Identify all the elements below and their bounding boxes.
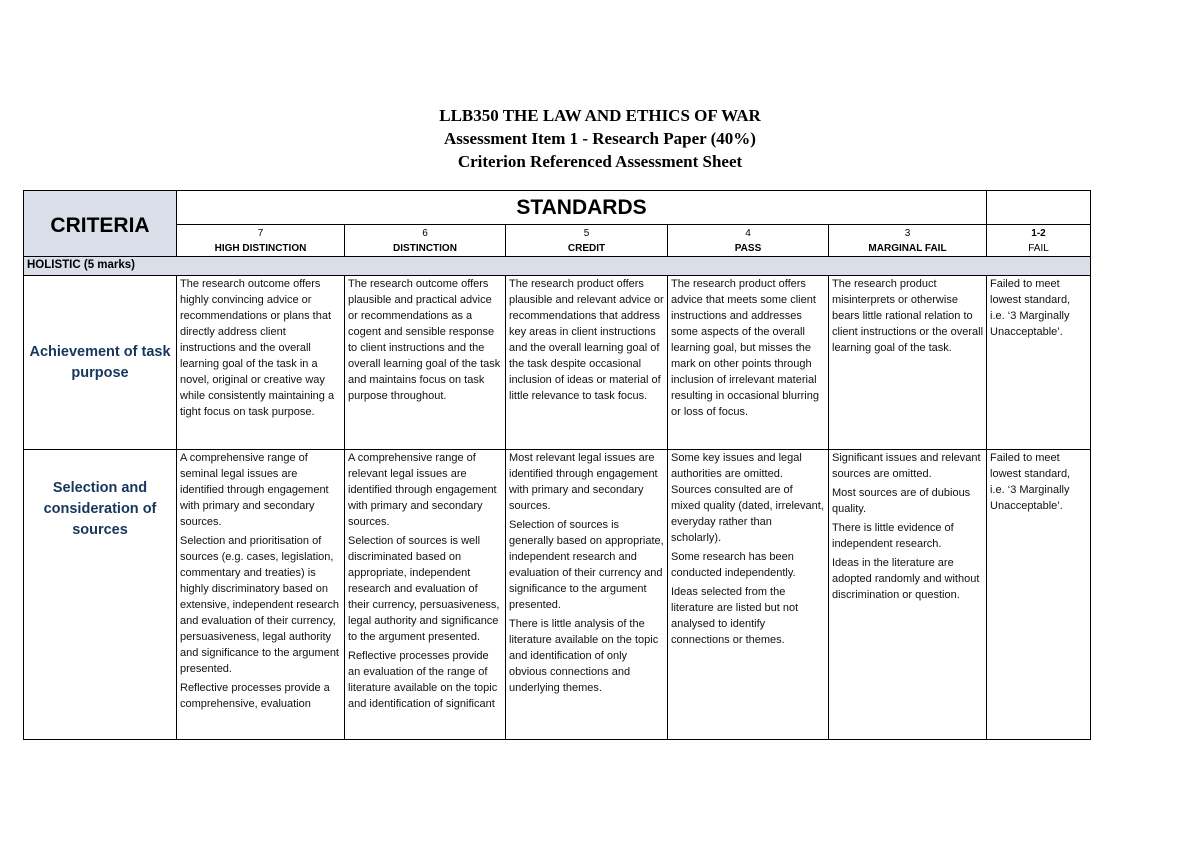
grade-number: 3 — [904, 228, 911, 239]
grade-number: 7 — [257, 228, 264, 239]
descriptor-text: Significant issues and relevant sources are omitted. — [832, 452, 981, 480]
descriptor-text: Selection of sources is generally based on appropriate, independent research and evaluation of their currency and significance to the argument presented. — [509, 519, 664, 611]
grade-number: 5 — [583, 228, 590, 239]
descriptor-text: Reflective processes provide an evaluation of the range of literature available on the topic and identification of significant — [348, 650, 498, 710]
title-line-sheet: Criterion Referenced Assessment Sheet — [457, 152, 743, 171]
title-line-course: LLB350 THE LAW AND ETHICS OF WAR — [439, 106, 761, 125]
descriptor-text: There is little evidence of independent research. — [832, 522, 954, 550]
grade-header-3 — [829, 225, 987, 257]
table-row — [24, 276, 1091, 450]
descriptor-text: Reflective processes provide a comprehensive, evaluation — [180, 682, 330, 710]
descriptor-text: A comprehensive range of relevant legal issues are identified through engagement with primary and secondary sources. — [348, 452, 497, 528]
descriptor-text: The research product misinterprets or otherwise bears little rational relation to client instructions or the overall learning goal of the task. — [832, 278, 984, 354]
descriptor-text: Failed to meet lowest standard, i.e. ‘3 Marginally Unacceptable’. — [990, 278, 1071, 338]
grade-name: PASS — [734, 243, 762, 254]
descriptor-text: The research outcome offers plausible and practical advice or recommendations as a cogent and sensible response to client instructions and the overall learning goal of the task and maintains focus on task purpose throughout. — [348, 278, 501, 402]
descriptor-text: Some research has been conducted independently. — [671, 551, 796, 579]
descriptor-text: Most relevant legal issues are identified through engagement with primary and secondary sources. — [509, 452, 658, 512]
descriptor-cell — [668, 276, 829, 450]
descriptor-text: The research product offers plausible and relevant advice or recommendations that address key areas in client instructions and the overall learning goal of the task despite occasional inclusion of ideas or material of little relevance to task focus. — [509, 278, 664, 402]
grade-name: DISTINCTION — [393, 243, 457, 254]
grade-header-1-2 — [987, 225, 1091, 257]
table-row — [24, 450, 1091, 740]
grade-name: HIGH DISTINCTION — [214, 243, 307, 254]
descriptor-text: Some key issues and legal authorities are omitted. Sources consulted are of mixed quality (dated, irrelevant, everyday rather than scholarly). — [671, 452, 824, 544]
descriptor-text: There is little analysis of the literature available on the topic and identification of only obvious connections and underlying themes. — [509, 618, 659, 694]
descriptor-cell — [177, 450, 345, 740]
grade-header-6 — [345, 225, 506, 257]
grade-name: FAIL — [1028, 243, 1049, 254]
descriptor-cell — [506, 450, 668, 740]
grade-number: 4 — [745, 228, 751, 239]
descriptor-text: A comprehensive range of seminal legal issues are identified through engagement with primary and secondary sources. — [180, 452, 329, 528]
descriptor-text: Selection and prioritisation of sources (e.g. cases, legislation, commentary and treaties) is highly discriminatory based on extensive, independent research and evaluation of their currency, persuasiveness, legal authority and significance to the argument presented. — [180, 535, 339, 675]
section-label-holistic: HOLISTIC (5 marks) — [24, 257, 1091, 276]
criteria-header: CRITERIA — [24, 191, 177, 257]
descriptor-text: The research product offers advice that meets some client instructions and addresses some aspects of the overall learning goal, but misses the mark on other points through inclusion of irrelevant material resulting in occasional blurring or loss of focus. — [671, 278, 819, 418]
grade-number: 6 — [422, 228, 428, 239]
grade-header-7 — [177, 225, 345, 257]
standards-header: STANDARDS — [177, 191, 987, 225]
document-title — [0, 104, 1200, 173]
criterion-selection: Selection and consideration of sources — [24, 450, 177, 740]
descriptor-text: Selection of sources is well discriminated based on appropriate, independent research and evaluation of their currency, persuasiveness, legal authority and significance to the argument presented. — [348, 535, 500, 643]
descriptor-cell — [668, 450, 829, 740]
grade-number: 1-2 — [1031, 228, 1046, 239]
descriptor-cell — [829, 450, 987, 740]
criteria-assessment-table — [23, 190, 1091, 740]
descriptor-text: Most sources are of dubious quality. — [832, 487, 971, 515]
grade-header-5 — [506, 225, 668, 257]
title-line-assessment: Assessment Item 1 - Research Paper (40%) — [444, 129, 756, 148]
grade-header-4 — [668, 225, 829, 257]
descriptor-text: Ideas selected from the literature are listed but not analysed to identify connections or themes. — [671, 586, 799, 646]
descriptor-cell — [345, 450, 506, 740]
descriptor-cell — [829, 276, 987, 450]
criterion-achievement: Achievement of task purpose — [24, 276, 177, 450]
descriptor-cell — [506, 276, 668, 450]
descriptor-cell — [987, 450, 1091, 740]
grade-name: MARGINAL FAIL — [868, 243, 947, 254]
descriptor-text: Ideas in the literature are adopted randomly and without discrimination or question. — [832, 557, 980, 601]
descriptor-cell — [345, 276, 506, 450]
descriptor-text: The research outcome offers highly convincing advice or recommendations or plans that directly address client instructions and the overall learning goal of the task in a novel, original or creative way while consistently maintaining a tight focus on task purpose. — [180, 278, 335, 418]
descriptor-cell — [987, 276, 1091, 450]
descriptor-cell — [177, 276, 345, 450]
descriptor-text: Failed to meet lowest standard, i.e. ‘3 Marginally Unacceptable’. — [990, 452, 1071, 512]
grade-name: CREDIT — [567, 243, 606, 254]
standards-header-blank — [987, 191, 1091, 225]
